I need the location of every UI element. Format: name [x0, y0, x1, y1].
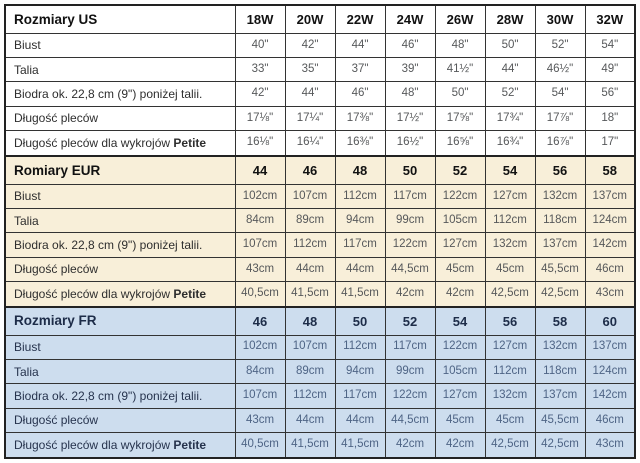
value-cell: 16⅞" — [535, 131, 585, 156]
table-row — [5, 208, 635, 232]
value-cell: 45cm — [485, 408, 535, 432]
value-cell: 44cm — [285, 408, 335, 432]
value-cell: 42cm — [385, 282, 435, 307]
row-label-cell — [5, 257, 235, 281]
value-cell: 40,5cm — [235, 282, 285, 307]
size-header-cell: 26W — [435, 5, 485, 33]
value-cell: 107cm — [235, 384, 285, 408]
value-cell: 137cm — [535, 233, 585, 257]
value-cell: 42" — [235, 82, 285, 106]
value-cell: 42" — [285, 33, 335, 57]
value-cell: 33" — [235, 58, 285, 82]
value-cell: 132cm — [535, 184, 585, 208]
value-cell: 94cm — [335, 359, 385, 383]
value-cell: 122cm — [385, 233, 435, 257]
value-cell: 40" — [235, 33, 285, 57]
value-cell: 16⅛" — [235, 131, 285, 156]
value-cell: 42cm — [385, 433, 435, 459]
size-header-cell: 50 — [335, 307, 385, 335]
value-cell: 54" — [535, 82, 585, 106]
row-label-text: Długość pleców — [14, 262, 99, 277]
row-label-cell — [5, 82, 235, 106]
value-cell: 52" — [535, 33, 585, 57]
value-cell: 44" — [335, 33, 385, 57]
value-cell: 16¼" — [285, 131, 335, 156]
size-header-cell: 50 — [385, 156, 435, 184]
row-label-cell — [5, 58, 235, 82]
value-cell: 44,5cm — [385, 257, 435, 281]
value-cell: 132cm — [485, 233, 535, 257]
value-cell: 42,5cm — [535, 282, 585, 307]
value-cell: 127cm — [435, 233, 485, 257]
value-cell: 50" — [485, 33, 535, 57]
value-cell: 45cm — [485, 257, 535, 281]
value-cell: 17" — [585, 131, 635, 156]
size-header-cell: 20W — [285, 5, 335, 33]
value-cell: 112cm — [285, 233, 335, 257]
section-title-cell: Romiary EUR — [5, 156, 235, 184]
value-cell: 46" — [385, 33, 435, 57]
value-cell: 132cm — [535, 335, 585, 359]
row-label-text: Talia — [14, 364, 39, 379]
value-cell: 45,5cm — [535, 257, 585, 281]
size-header-cell: 58 — [585, 156, 635, 184]
size-header-cell: 48 — [335, 156, 385, 184]
value-cell: 117cm — [385, 335, 435, 359]
value-cell: 99cm — [385, 208, 435, 232]
size-header-cell: 30W — [535, 5, 585, 33]
section-title-cell: Rozmiary FR — [5, 307, 235, 335]
value-cell: 84cm — [235, 359, 285, 383]
table-row — [5, 257, 635, 281]
size-header-cell: 44 — [235, 156, 285, 184]
size-header-cell: 56 — [535, 156, 585, 184]
table-row — [5, 233, 635, 257]
value-cell: 42,5cm — [535, 433, 585, 459]
size-header-cell: 22W — [335, 5, 385, 33]
value-cell: 41,5cm — [285, 282, 335, 307]
value-cell: 54" — [585, 33, 635, 57]
value-cell: 41½" — [435, 58, 485, 82]
value-cell: 46½" — [535, 58, 585, 82]
value-cell: 41,5cm — [285, 433, 335, 459]
value-cell: 44,5cm — [385, 408, 435, 432]
value-cell: 105cm — [435, 359, 485, 383]
value-cell: 112cm — [335, 184, 385, 208]
size-header-cell: 52 — [435, 156, 485, 184]
value-cell: 124cm — [585, 359, 635, 383]
value-cell: 44" — [485, 58, 535, 82]
size-header-cell: 46 — [285, 156, 335, 184]
value-cell: 122cm — [385, 384, 435, 408]
row-label-cell — [5, 33, 235, 57]
value-cell: 46" — [335, 82, 385, 106]
row-label-bold-text: Petite — [173, 286, 207, 301]
value-cell: 17¾" — [485, 106, 535, 130]
row-label-text: Biust — [14, 38, 41, 53]
value-cell: 42cm — [435, 282, 485, 307]
size-header-cell: 48 — [285, 307, 335, 335]
value-cell: 42cm — [435, 433, 485, 459]
value-cell: 117cm — [335, 384, 385, 408]
section-header-row — [5, 307, 635, 335]
value-cell: 107cm — [285, 335, 335, 359]
value-cell: 49" — [585, 58, 635, 82]
value-cell: 41,5cm — [335, 282, 385, 307]
value-cell: 18" — [585, 106, 635, 130]
row-label-cell — [5, 408, 235, 432]
value-cell: 137cm — [585, 184, 635, 208]
row-label-cell — [5, 106, 235, 130]
size-header-cell: 54 — [435, 307, 485, 335]
value-cell: 17⅛" — [235, 106, 285, 130]
value-cell: 52" — [485, 82, 535, 106]
row-label-cell — [5, 359, 235, 383]
value-cell: 94cm — [335, 208, 385, 232]
value-cell: 127cm — [485, 184, 535, 208]
value-cell: 17⅞" — [535, 106, 585, 130]
value-cell: 46cm — [585, 408, 635, 432]
value-cell: 37" — [335, 58, 385, 82]
row-label-cell — [5, 433, 235, 459]
table-row — [5, 131, 635, 156]
section-title-cell: Rozmiary US — [5, 5, 235, 33]
value-cell: 43cm — [235, 408, 285, 432]
row-label-text: Długość pleców dla wykrojów — [14, 286, 171, 301]
size-header-cell: 58 — [535, 307, 585, 335]
row-label-text: Talia — [14, 62, 39, 77]
value-cell: 48" — [435, 33, 485, 57]
value-cell: 117cm — [385, 184, 435, 208]
value-cell: 105cm — [435, 208, 485, 232]
size-chart-body — [5, 5, 635, 458]
row-label-text: Biodra ok. 22,8 cm (9") poniżej talii. — [14, 238, 203, 252]
value-cell: 107cm — [235, 233, 285, 257]
value-cell: 132cm — [485, 384, 535, 408]
value-cell: 45cm — [435, 408, 485, 432]
value-cell: 122cm — [435, 184, 485, 208]
row-label-text: Biust — [14, 189, 41, 204]
table-row — [5, 33, 635, 57]
section-header-row — [5, 5, 635, 33]
size-header-cell: 32W — [585, 5, 635, 33]
value-cell: 118cm — [535, 208, 585, 232]
size-header-cell: 56 — [485, 307, 535, 335]
row-label-cell — [5, 131, 235, 156]
value-cell: 44cm — [335, 408, 385, 432]
value-cell: 56" — [585, 82, 635, 106]
size-header-cell: 60 — [585, 307, 635, 335]
row-label-text: Długość pleców dla wykrojów — [14, 438, 171, 452]
table-row — [5, 433, 635, 459]
value-cell: 17⅝" — [435, 106, 485, 130]
value-cell: 42,5cm — [485, 282, 535, 307]
value-cell: 35" — [285, 58, 335, 82]
value-cell: 137cm — [535, 384, 585, 408]
size-header-cell: 24W — [385, 5, 435, 33]
value-cell: 16¾" — [485, 131, 535, 156]
value-cell: 40,5cm — [235, 433, 285, 459]
value-cell: 50" — [435, 82, 485, 106]
row-label-text: Biodra ok. 22,8 cm (9") poniżej talii. — [14, 87, 203, 102]
value-cell: 89cm — [285, 208, 335, 232]
value-cell: 16½" — [385, 131, 435, 156]
value-cell: 142cm — [585, 384, 635, 408]
size-header-cell: 46 — [235, 307, 285, 335]
value-cell: 142cm — [585, 233, 635, 257]
table-row — [5, 359, 635, 383]
value-cell: 42,5cm — [485, 433, 535, 459]
value-cell: 112cm — [485, 208, 535, 232]
row-label-text: Talia — [14, 213, 39, 228]
table-row — [5, 184, 635, 208]
value-cell: 43cm — [585, 282, 635, 307]
row-label-cell — [5, 282, 235, 307]
value-cell: 117cm — [335, 233, 385, 257]
value-cell: 43cm — [585, 433, 635, 459]
value-cell: 45,5cm — [535, 408, 585, 432]
value-cell: 44cm — [285, 257, 335, 281]
value-cell: 124cm — [585, 208, 635, 232]
row-label-text: Długość pleców dla wykrojów — [14, 136, 171, 151]
value-cell: 84cm — [235, 208, 285, 232]
value-cell: 39" — [385, 58, 435, 82]
value-cell: 118cm — [535, 359, 585, 383]
value-cell: 44cm — [335, 257, 385, 281]
table-row — [5, 335, 635, 359]
size-header-cell: 18W — [235, 5, 285, 33]
table-row — [5, 106, 635, 130]
table-row — [5, 408, 635, 432]
value-cell: 112cm — [485, 359, 535, 383]
row-label-text: Biodra ok. 22,8 cm (9") poniżej talii. — [14, 388, 203, 403]
row-label-cell — [5, 384, 235, 408]
row-label-cell — [5, 233, 235, 257]
table-row — [5, 58, 635, 82]
row-label-bold-text: Petite — [173, 438, 207, 452]
value-cell: 44" — [285, 82, 335, 106]
table-row — [5, 82, 635, 106]
value-cell: 112cm — [335, 335, 385, 359]
size-header-cell: 52 — [385, 307, 435, 335]
table-row — [5, 384, 635, 408]
size-header-cell: 28W — [485, 5, 535, 33]
value-cell: 16⅜" — [335, 131, 385, 156]
value-cell: 102cm — [235, 184, 285, 208]
value-cell: 16⅝" — [435, 131, 485, 156]
row-label-bold-text: Petite — [173, 136, 207, 151]
value-cell: 45cm — [435, 257, 485, 281]
value-cell: 112cm — [285, 384, 335, 408]
row-label-text: Długość pleców — [14, 111, 99, 126]
value-cell: 127cm — [485, 335, 535, 359]
row-label-text: Długość pleców — [14, 413, 99, 428]
value-cell: 89cm — [285, 359, 335, 383]
value-cell: 137cm — [585, 335, 635, 359]
row-label-cell — [5, 208, 235, 232]
value-cell: 17⅜" — [335, 106, 385, 130]
value-cell: 127cm — [435, 384, 485, 408]
value-cell: 102cm — [235, 335, 285, 359]
row-label-cell — [5, 184, 235, 208]
value-cell: 99cm — [385, 359, 435, 383]
value-cell: 122cm — [435, 335, 485, 359]
value-cell: 43cm — [235, 257, 285, 281]
value-cell: 107cm — [285, 184, 335, 208]
row-label-cell — [5, 335, 235, 359]
value-cell: 46cm — [585, 257, 635, 281]
value-cell: 17¼" — [285, 106, 335, 130]
value-cell: 17½" — [385, 106, 435, 130]
size-header-cell: 54 — [485, 156, 535, 184]
value-cell: 41,5cm — [335, 433, 385, 459]
section-header-row — [5, 156, 635, 184]
size-chart-table — [4, 4, 636, 459]
value-cell: 48" — [385, 82, 435, 106]
table-row — [5, 282, 635, 307]
row-label-text: Biust — [14, 340, 41, 355]
